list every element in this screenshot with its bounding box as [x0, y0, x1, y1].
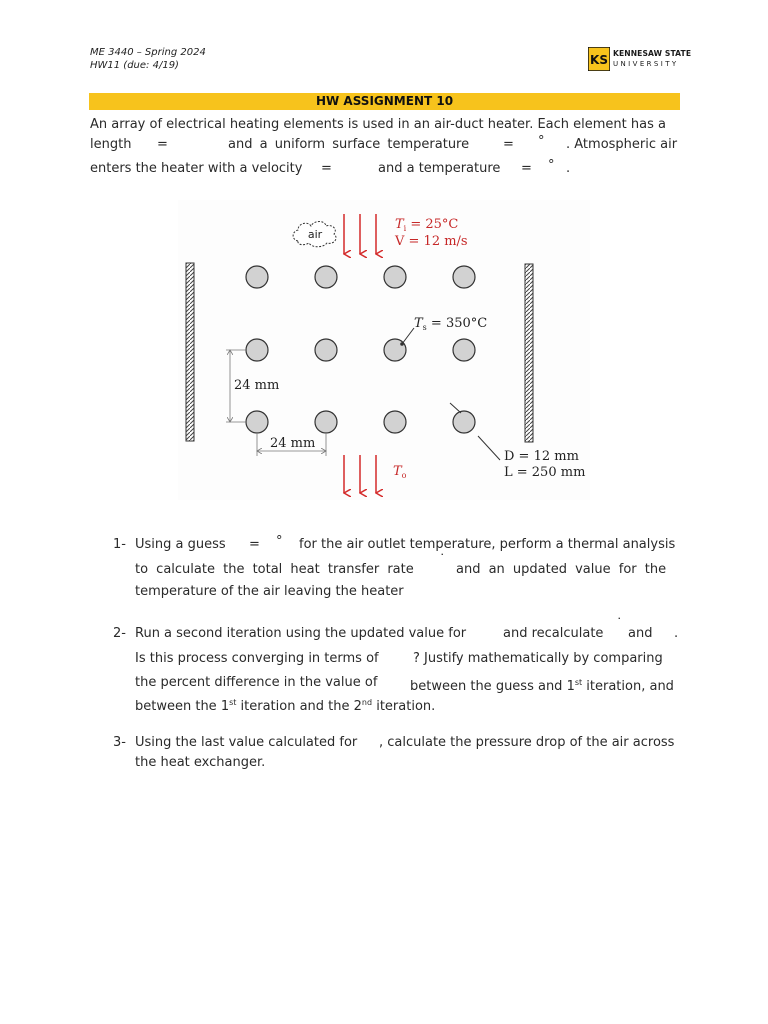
intro-text: and a temperature [378, 161, 501, 176]
horizontal-spacing-label: 24 mm [270, 436, 316, 451]
inlet-temperature-label: $T_i = 25^\circ C$ [395, 217, 459, 233]
question-text: the heat exchanger. [135, 755, 266, 770]
equals-sign: = [503, 137, 514, 152]
heating-element [384, 266, 406, 288]
heating-element [453, 339, 475, 361]
question-text: . [674, 626, 679, 641]
inlet-velocity-label: V = 12 m/s [395, 234, 468, 249]
question-text: Using the last value calculated for [135, 735, 358, 750]
heating-element [315, 339, 337, 361]
course-name: ME 3440 – Spring 2024 [90, 47, 206, 58]
heating-element [315, 411, 337, 433]
degree-symbol: ° [538, 134, 545, 149]
intro-line-1: An array of electrical heating elements is used in an air-duct heater. Each element has a [90, 117, 666, 132]
question-text: ? Justify mathematically by comparing [413, 651, 663, 666]
equals-sign: = [157, 137, 168, 152]
hw-due: HW11 (due: 4/19) [90, 60, 179, 71]
question-number: 3- [113, 735, 126, 750]
heating-element [453, 266, 475, 288]
course-info [90, 46, 206, 72]
equals-sign: = [321, 161, 332, 176]
heating-element [315, 266, 337, 288]
heating-element [246, 411, 268, 433]
vertical-spacing-label: 24 mm [234, 378, 280, 393]
outlet-temperature-label: $T_o$ [393, 464, 407, 480]
dot-accent: ˙ [439, 553, 446, 568]
heating-element [246, 266, 268, 288]
dot-accent: ˙ [616, 617, 623, 632]
intro-text: . [566, 161, 571, 176]
heating-element [453, 411, 475, 433]
surface-temperature-label: $T_s = 350^\circ C$ [414, 316, 488, 332]
question-text: Using a guess [135, 537, 226, 552]
logo-letters: KS [590, 53, 608, 67]
length-label: L = 250 mm [504, 465, 586, 480]
question-text: between the guess and 1st iteration, and [410, 678, 674, 694]
right-duct-wall [525, 264, 533, 442]
equals-sign: = [521, 161, 532, 176]
heating-element [384, 411, 406, 433]
leader-dot [400, 342, 404, 346]
question-text: and [628, 626, 653, 641]
equals-sign: = [249, 537, 260, 552]
university-logo [588, 47, 692, 71]
logo-line-1: KENNESAW STATE [613, 49, 692, 58]
question-text: to calculate the total heat transfer rate [135, 562, 414, 577]
question-number: 2- [113, 626, 126, 641]
intro-text: . Atmospheric air [566, 137, 678, 152]
intro-text: and a uniform surface temperature [228, 137, 470, 152]
question-text: temperature of the air leaving the heater [135, 584, 404, 599]
heater-diagram [178, 200, 590, 500]
left-duct-wall [186, 263, 194, 441]
intro-text: enters the heater with a velocity [90, 161, 303, 176]
question-text: Run a second iteration using the updated value for [135, 626, 467, 641]
question-text: and an updated value for the [456, 562, 667, 577]
degree-symbol: ° [276, 534, 283, 549]
diameter-label: D = 12 mm [504, 449, 579, 464]
question-text: the percent difference in the value of [135, 675, 378, 690]
assignment-title: HW ASSIGNMENT 10 [89, 93, 680, 110]
degree-symbol: ° [548, 158, 555, 173]
intro-text: length [90, 137, 132, 152]
question-text: between the 1st iteration and the 2nd iteration. [135, 698, 436, 714]
question-text: and recalculate [503, 626, 604, 641]
question-text: for the air outlet temperature, perform a thermal analysis [299, 537, 676, 552]
question-number: 1- [113, 537, 126, 552]
ksu-logo-icon [588, 47, 610, 71]
heating-element [246, 339, 268, 361]
air-label: air [307, 228, 323, 241]
question-text: Is this process converging in terms of [135, 651, 379, 666]
logo-line-2: UNIVERSITY [613, 60, 679, 68]
question-text: , calculate the pressure drop of the air across [379, 735, 675, 750]
